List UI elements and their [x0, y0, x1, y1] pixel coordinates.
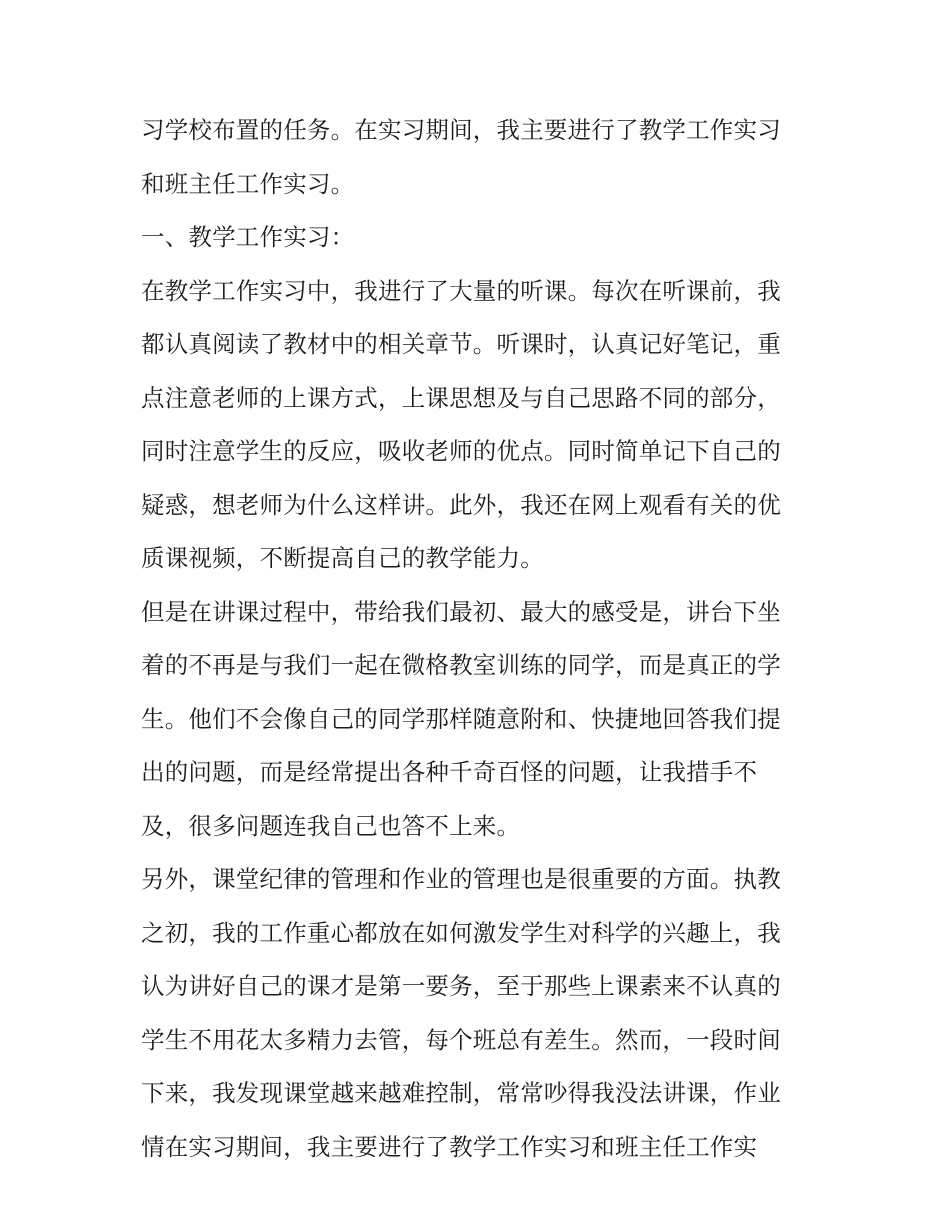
text-line: 认为讲好自己的课才是第一要务，至于那些上课素来不认真的 [141, 972, 781, 1000]
text-line: 疑惑，想老师为什么这样讲。此外，我还在网上观看有关的优 [141, 490, 781, 519]
text-line: 之初，我的工作重心都放在如何激发学生对科学的兴趣上，我 [141, 918, 781, 947]
text-line: 情在实习期间，我主要进行了教学工作实习和班主任工作实 [141, 1132, 758, 1161]
text-line: 习学校布置的任务。在实习期间，我主要进行了教学工作实习 [141, 116, 781, 144]
text-line: 另外，课堂纪律的管理和作业的管理也是很重要的方面。执教 [141, 865, 781, 893]
text-line: 及，很多问题连我自己也答不上来。 [141, 811, 521, 840]
text-line: 同时注意学生的反应，吸收老师的优点。同时简单记下自己的 [141, 437, 781, 465]
text-line: 但是在讲课过程中，带给我们最初、最大的感受是，讲台下坐 [141, 597, 781, 626]
text-line: 着的不再是与我们一起在微格教室训练的同学，而是真正的学 [141, 651, 781, 679]
body-text [141, 104, 821, 1174]
text-line: 生。他们不会像自己的同学那样随意附和、快捷地回答我们提 [141, 704, 781, 733]
text-line: 质课视频，不断提高自己的教学能力。 [141, 544, 544, 572]
section-heading: 一、教学工作实习： [141, 223, 355, 251]
text-line: 和班主任工作实习。 [141, 169, 355, 198]
text-line: 出的问题，而是经常提出各种千奇百怪的问题，让我措手不 [141, 758, 758, 786]
text-line: 在教学工作实习中，我进行了大量的听课。每次在听课前，我 [141, 276, 781, 305]
text-line: 下来，我发现课堂越来越难控制，常常吵得我没法讲课，作业 [141, 1079, 781, 1107]
text-line: 点注意老师的上课方式，上课思想及与自己思路不同的部分， [141, 383, 781, 412]
text-line: 学生不用花太多精力去管，每个班总有差生。然而，一段时间 [141, 1025, 781, 1054]
text-line: 都认真阅读了教材中的相关章节。听课时，认真记好笔记，重 [141, 330, 781, 358]
